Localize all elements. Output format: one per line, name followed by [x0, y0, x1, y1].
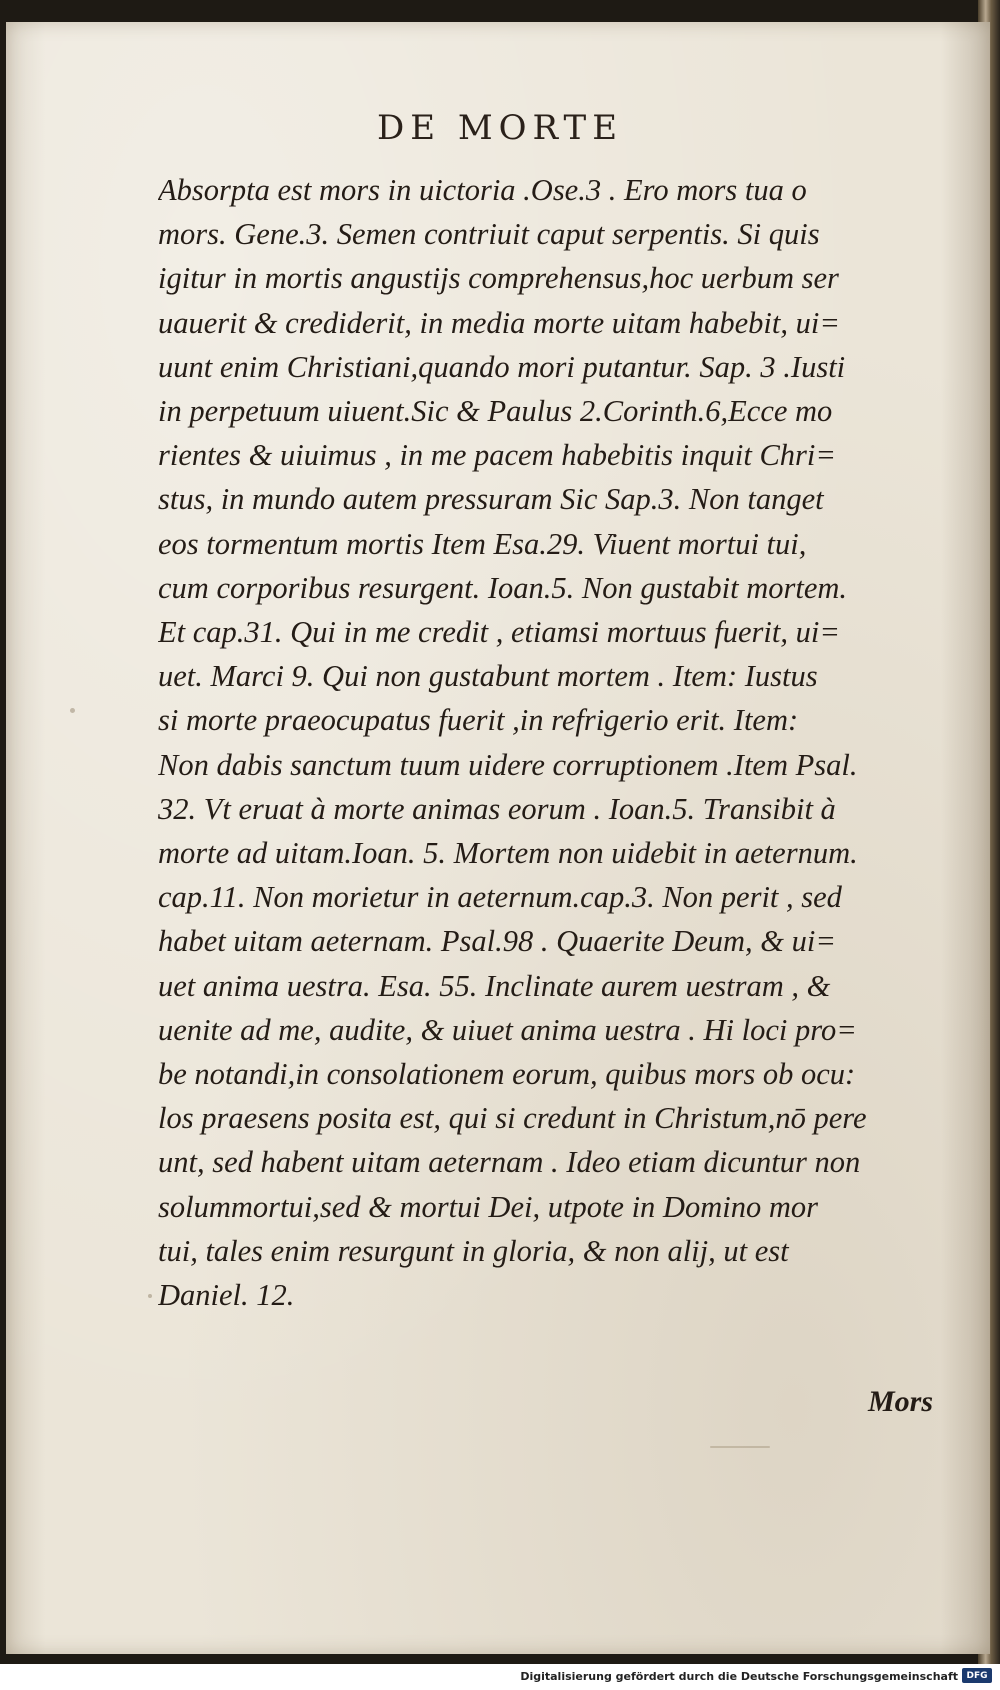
text-line: tui, tales enim resurgunt in gloria, & non alij, ut est: [158, 1233, 789, 1268]
text-line: uenite ad me, audite, & uiuet anima uestra . Hi loci pro=: [158, 1012, 857, 1047]
text-line: mors. Gene.3. Semen contriuit caput serpentis. Si quis: [158, 217, 820, 252]
text-line: si morte praeocupatus fuerit ,in refrigerio erit. Item:: [158, 703, 799, 738]
footer-credit: Digitalisierung gefördert durch die Deutsche Forschungsgemeinschaft: [520, 1670, 958, 1683]
text-line: Absorpta est mors in uictoria .Ose.3 . Ero mors tua o: [158, 173, 807, 207]
text-line: uet anima uestra. Esa. 55. Inclinate aurem uestram , &: [158, 968, 831, 1003]
body-text: [158, 168, 948, 1317]
text-line: habet uitam aeternam. Psal.98 . Quaerite Deum, & ui=: [158, 924, 836, 959]
text-line: Daniel. 12.: [158, 1278, 295, 1313]
text-line: los praesens posita est, qui si credunt in Christum,nō pere: [158, 1101, 867, 1136]
text-line: in perpetuum uiuent.Sic & Paulus 2.Corinth.6,Ecce mo: [158, 394, 833, 429]
text-line: uauerit & crediderit, in media morte uitam habebit, ui=: [158, 305, 840, 340]
catchword: Mors: [868, 1385, 934, 1418]
ink-stain: [148, 1294, 152, 1298]
text-line: Et cap.31. Qui in me credit , etiamsi mortuus fuerit, ui=: [158, 615, 840, 650]
ink-stain: [70, 708, 75, 713]
text-line: uet. Marci 9. Qui non gustabunt mortem . Item: Iustus: [158, 659, 818, 694]
dfg-logo: DFG: [962, 1668, 992, 1683]
text-line: solummortui,sed & mortui Dei, utpote in Domino mor: [158, 1189, 818, 1224]
text-line: rientes & uiuimus , in me pacem habebitis inquit Chri=: [158, 438, 836, 473]
text-line: uunt enim Christiani,quando mori putantur. Sap. 3 .Iusti: [158, 349, 846, 384]
running-head: DE MORTE: [376, 108, 624, 148]
text-line: unt, sed habent uitam aeternam . Ideo etiam dicuntur non: [158, 1145, 861, 1180]
text-line: cum corporibus resurgent. Ioan.5. Non gustabit mortem.: [158, 570, 848, 605]
text-line: igitur in mortis angustijs comprehensus,hoc uerbum ser: [158, 261, 839, 296]
text-line: morte ad uitam.Ioan. 5. Mortem non uidebit in aeternum.: [158, 836, 858, 871]
text-line: 32. Vt eruat à morte animas eorum . Ioan.5. Transibit à: [158, 791, 836, 826]
text-line: eos tormentum mortis Item Esa.29. Viuent mortui tui,: [158, 526, 807, 561]
ink-stain: [710, 1446, 770, 1448]
text-line: stus, in mundo autem pressuram Sic Sap.3. Non tanget: [158, 482, 824, 517]
text-line: cap.11. Non morietur in aeternum.cap.3. Non perit , sed: [158, 880, 842, 915]
text-line: be notandi,in consolationem eorum, quibus mors ob ocu:: [158, 1057, 856, 1092]
text-line: Non dabis sanctum tuum uidere corruptionem .Item Psal.: [158, 747, 858, 782]
